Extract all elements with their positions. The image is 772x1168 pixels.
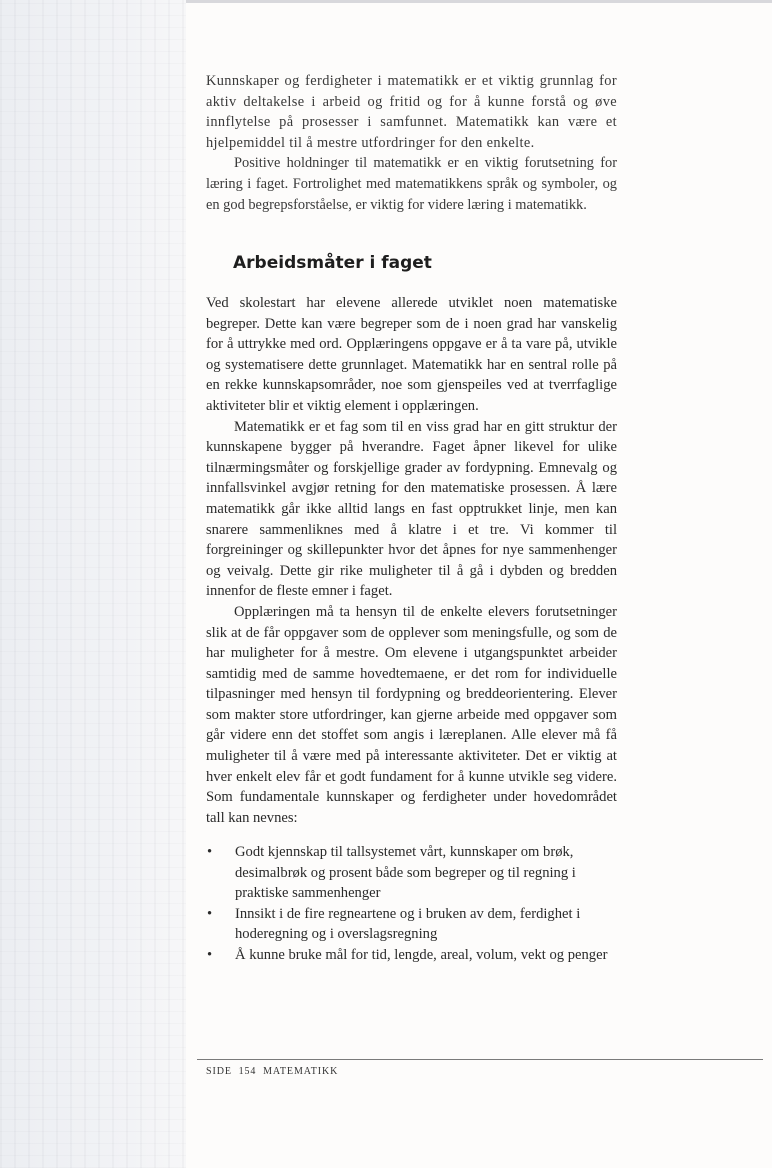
bullet-item [206,904,626,945]
body-paragraph: Ved skolestart har elevene allerede utviklet noen matematiske begreper. Dette kan være begreper som de i noen grad har vanskelig for å uttrykke med ord. Opplæringens oppgave er å ta vare på, utvikle og systematisere dette grunnlaget. Matematikk har en sentral rolle på en rekke kunnskapsområder, noe som gjenspeiles ved at tverrfaglige aktiviteter blir et viktig element i opplæringen. [206,295,617,414]
section-body [206,293,617,828]
bullet-text: Innsikt i de fire regneartene og i bruken av dem, ferdighet i hoderegning og i overslagsregning [235,905,581,943]
bullet-list [206,842,626,966]
margin-texture [0,0,186,1168]
intro-paragraph: Positive holdninger til matematikk er en viktig forutsetning for læring i faget. Fortrolighet med matematikkens språk og symboler, og en god begrepsforståelse, er viktig for videre læring i matematikk. [206,155,617,213]
body-paragraph: Opplæringen må ta hensyn til de enkelte elevers forutsetninger slik at de får oppgaver som de opplever som meningsfulle, og som de har muligheter for å mestre. Om elevene i utgangspunktet arbeider samtidig med de samme hovedtemaene, er det rom for individuelle tilpasninger med hensyn til fordypning og breddeorientering. Elever som makter store utfordringer, kan gjerne arbeide med oppgaver som går videre enn det stoffet som angis i læreplanen. Alle elever må få muligheter til å være med på interessante aktiviteter. Det er viktig at hver enkelt elev får et godt fundament for å kunne utvikle seg videre. Som fundamentale kunnskaper og ferdigheter under hovedområdet tall kan nevnes: [206,603,617,826]
bullet-icon: • [207,844,213,860]
section-heading: Arbeidsmåter i faget [233,253,432,273]
bullet-text: Å kunne bruke mål for tid, lengde, areal, volum, vekt og penger [235,946,608,963]
bullet-item [206,945,626,966]
intro-block [206,71,617,215]
body-paragraph: Matematikk er et fag som til en viss grad har en gitt struktur der kunnskapene bygger på hverandre. Faget åpner likevel for ulike tilnærmingsmåter og forskjellige grader av fordypning. Emnevalg og innfallsvinkel avgjør retning for den matematiske prosessen. Å lære matematikk går ikke alltid langs en fast opptrukket linje, men kan snarere sammenliknes med å klatre i et tre. Vi kommer til forgreininger og skillepunkter hvor det åpnes for nye sammenhenger og veivalg. Dette gir rike muligheter til å gå i dybden og bredden innenfor de fleste emner i faget. [206,418,617,600]
bullet-icon: • [207,905,213,922]
intro-paragraph: Kunnskaper og ferdigheter i matematikk er et viktig grunnlag for aktiv deltakelse i arbeid og fritid og for å kunne forstå og øve innflytelse på prosesser i samfunnet. Matematikk kan være et hjelpemiddel til å mestre utfordringer for den enkelte. [206,73,617,151]
footer-rule [197,1059,763,1060]
bullet-item [206,842,626,904]
bullet-text: Godt kjennskap til tallsystemet vårt, kunnskaper om brøk, desimalbrøk og prosent både som begreper og til regning i praktiske sammenhenger [235,844,576,902]
page-footer: SIDE 154 MATEMATIKK [206,1066,339,1077]
bullet-icon: • [207,946,213,963]
